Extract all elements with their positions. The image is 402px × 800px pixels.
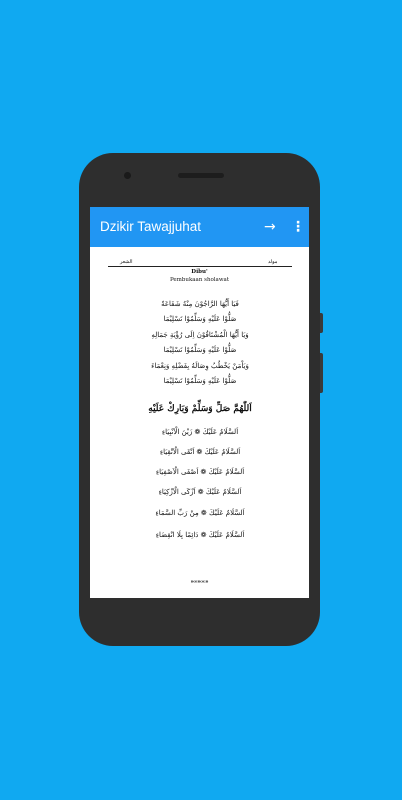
poem-line: فَيَا أَيُّهَا الرَّاجُوْنَ مِنْهُ شَفَاعَةً xyxy=(161,300,239,308)
book-page xyxy=(90,247,309,598)
header-divider xyxy=(108,266,292,267)
volume-button xyxy=(320,313,323,333)
salam-line: اَلسَّلَامُ عَلَيْكَ ❁ اَصْفَى الْاَصْفِيَاءِ xyxy=(155,468,245,476)
section-heading: Dibu' xyxy=(191,269,208,275)
page-header-right: مولد xyxy=(268,259,278,265)
poem-line: صَلُّوْا عَلَيْهِ وَسَلِّمُوْا تَسْلِيْمَا xyxy=(163,315,237,323)
salam-line: اَلسَّلَامُ عَلَيْكَ ❁ اَتْقَى الْاَتْقِيَاءِ xyxy=(159,448,241,456)
salam-line: اَلسَّلَامُ عَلَيْكَ ❁ زَيْنَ الْاَنْبِيَاءِ xyxy=(161,428,239,436)
salam-line: اَلسَّلَامُ عَلَيْكَ ❁ دَائِمًا بِلَا انْقِضَاءِ xyxy=(155,531,245,539)
poem-line: صَلُّوْا عَلَيْهِ وَسَلِّمُوْا تَسْلِيْمَا xyxy=(163,377,237,385)
allahumma-line: اَللّٰهُمَّ صَلِّ وَسَلِّمْ وَبَارِكْ عَلَيْهِ xyxy=(148,404,252,414)
power-button xyxy=(320,353,323,393)
app-screen xyxy=(90,207,309,598)
poem-line: وَيَا أَيُّهَا الْمُشْتَاقُوْنَ اِلَى رُؤْيَةِ جَمَالِهِ xyxy=(151,331,249,339)
earpiece-speaker xyxy=(178,173,224,178)
page-footer: ᴮᴼᴵᴿᴼᴳᴮ xyxy=(190,580,209,586)
poem-line: وَيَاْمَنْ يَخْطُبُ وِصَالَهُ بِفَضْلِهِ وَنِعْمَاءَ xyxy=(151,362,249,370)
more-options-icon[interactable]: ⋮ xyxy=(291,219,305,235)
front-camera xyxy=(124,172,131,179)
app-title: Dzikir Tawajjuhat xyxy=(100,219,202,234)
salam-line: اَلسَّلَامُ عَلَيْكَ ❁ مِنْ رَبِّ السَّمَاءِ xyxy=(155,509,245,517)
section-subheading: Pembukaan sholawat xyxy=(169,277,230,283)
app-bar xyxy=(90,207,309,247)
arrow-right-icon[interactable]: → xyxy=(264,219,276,235)
phone-frame xyxy=(79,153,320,646)
page-header-left: الشعر xyxy=(120,259,133,265)
salam-line: اَلسَّلَامُ عَلَيْكَ ❁ اَزْكَى الْاَزْكِيَاءِ xyxy=(158,488,242,496)
poem-line: صَلُّوْا عَلَيْهِ وَسَلِّمُوْا تَسْلِيْمَا xyxy=(163,346,237,354)
